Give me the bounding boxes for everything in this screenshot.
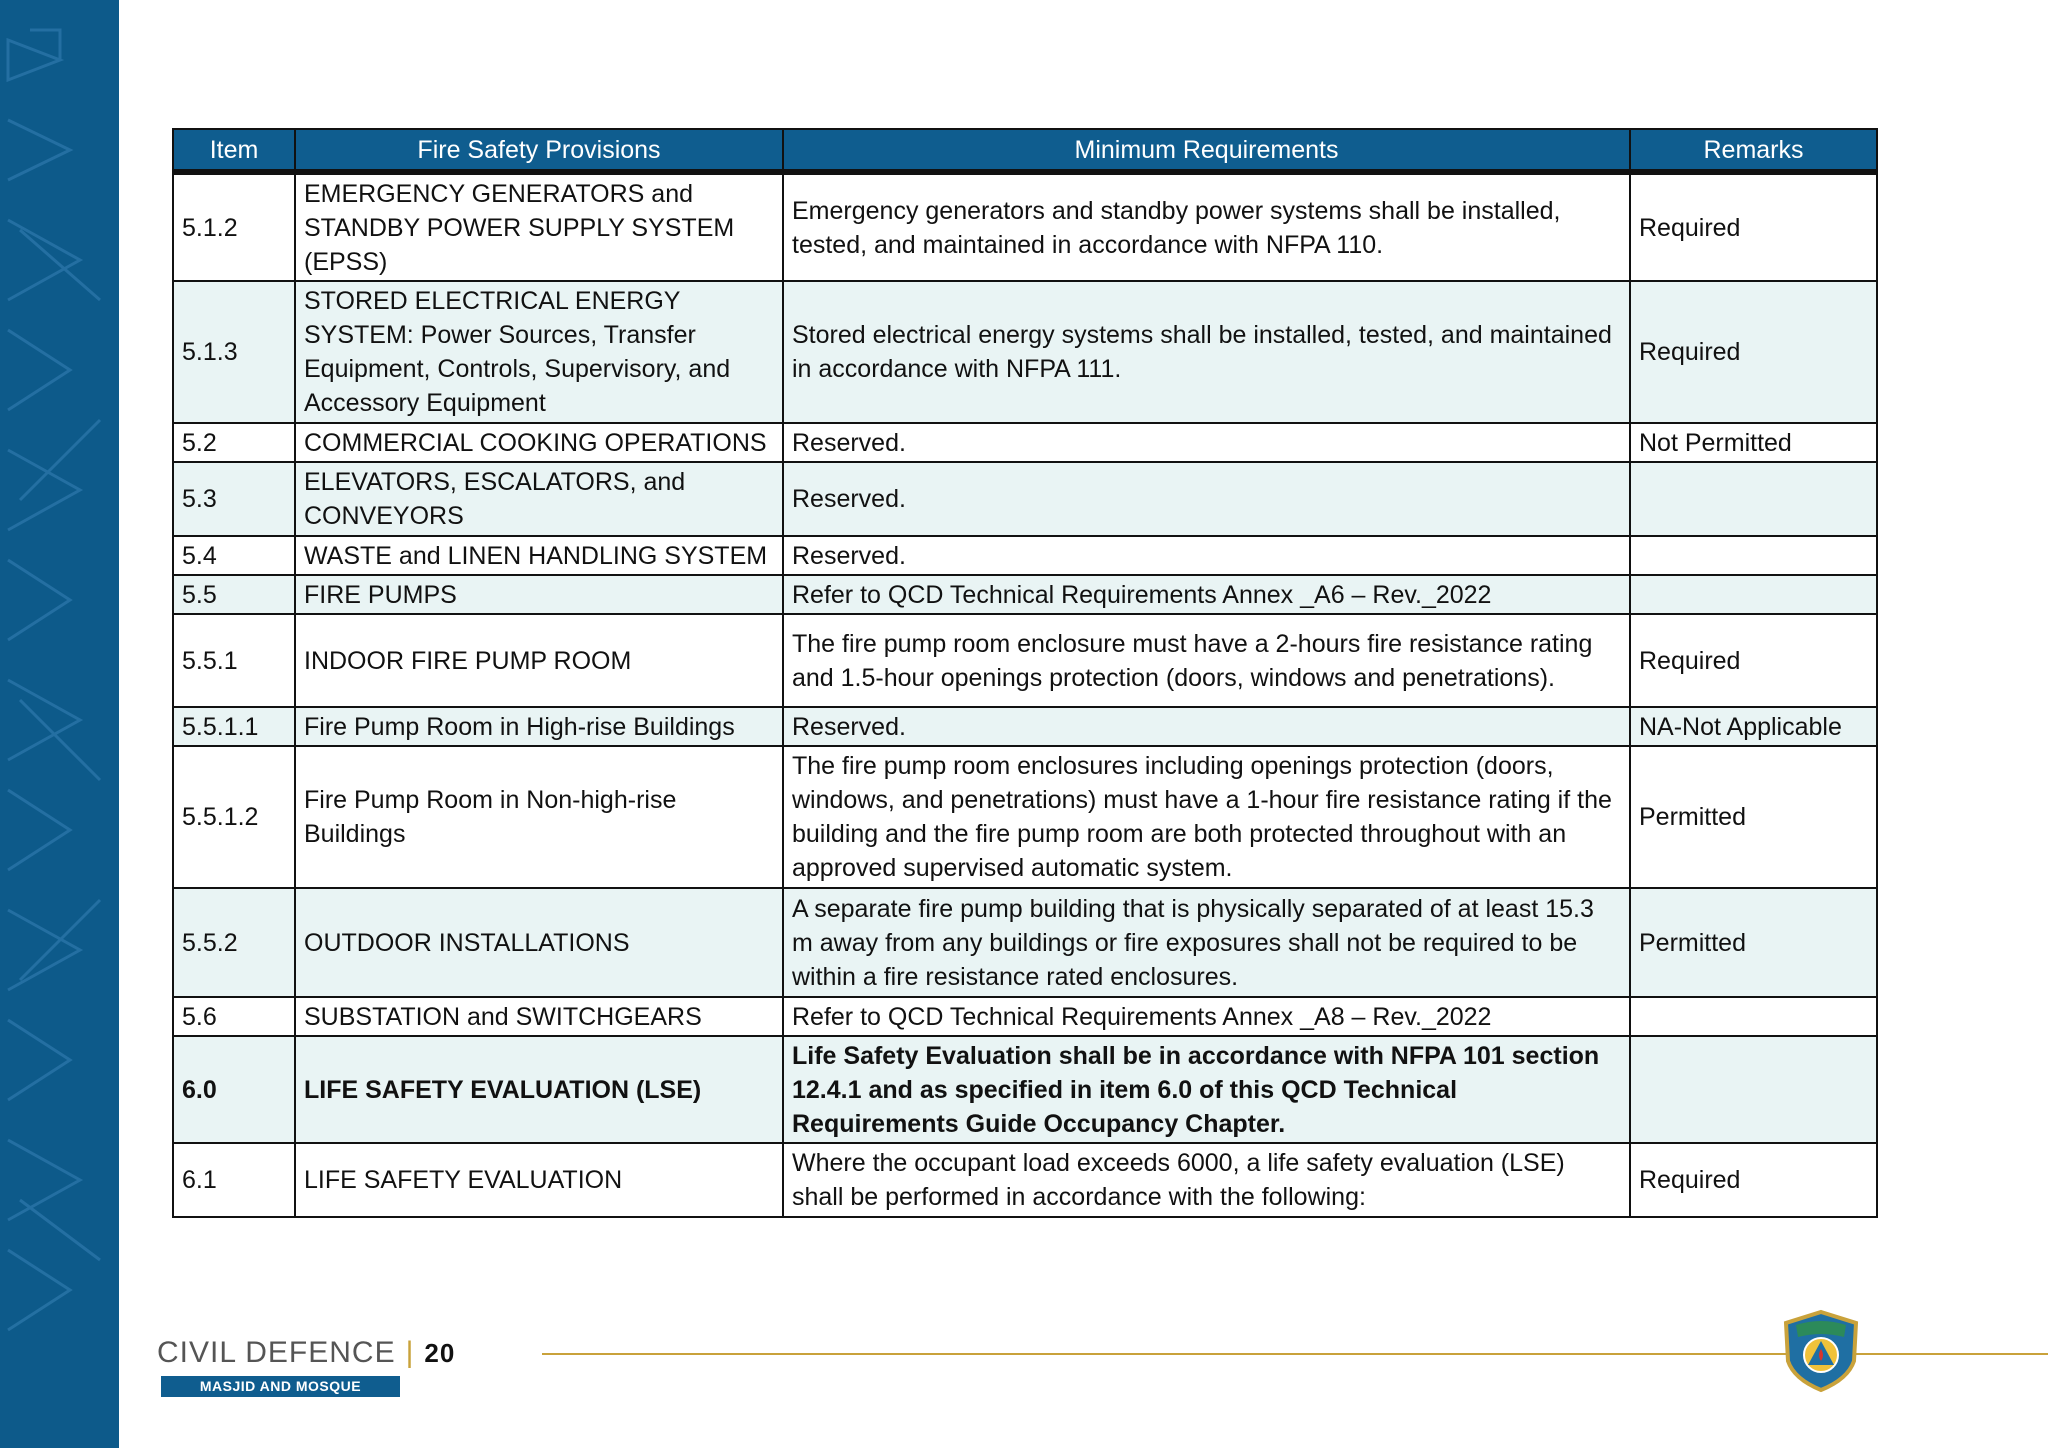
requirement-cell: Reserved.	[783, 462, 1630, 536]
requirement-cell: Reserved.	[783, 707, 1630, 746]
sidebar-pattern	[0, 0, 119, 1448]
item-cell: 5.5.1.2	[173, 746, 295, 888]
table-row	[173, 614, 1877, 707]
provision-cell: Fire Pump Room in High-rise Buildings	[295, 707, 783, 746]
table-row	[173, 172, 1877, 281]
requirement-cell: Where the occupant load exceeds 6000, a life safety evaluation (LSE) shall be performed in accordance with the following:	[783, 1143, 1630, 1217]
table-row	[173, 1036, 1877, 1143]
requirement-cell: A separate fire pump building that is physically separated of at least 15.3 m away from any buildings or fire exposures shall not be required to be within a fire resistance rated enclosures.	[783, 888, 1630, 997]
provision-cell: OUTDOOR INSTALLATIONS	[295, 888, 783, 997]
table-row	[173, 536, 1877, 575]
item-cell: 5.1.2	[173, 172, 295, 281]
provision-cell: WASTE and LINEN HANDLING SYSTEM	[295, 536, 783, 575]
provision-cell: STORED ELECTRICAL ENERGY SYSTEM: Power Sources, Transfer Equipment, Controls, Supervisory, and Accessory Equipment	[295, 281, 783, 423]
requirement-cell: Refer to QCD Technical Requirements Annex _A6 – Rev._2022	[783, 575, 1630, 614]
remarks-cell	[1630, 536, 1877, 575]
requirement-cell: Emergency generators and standby power systems shall be installed, tested, and maintained in accordance with NFPA 110.	[783, 172, 1630, 281]
item-cell: 5.5.1.1	[173, 707, 295, 746]
footer-separator: |	[405, 1336, 415, 1369]
remarks-cell: Not Permitted	[1630, 423, 1877, 462]
item-cell: 6.0	[173, 1036, 295, 1143]
table-row	[173, 575, 1877, 614]
table-header-row	[173, 129, 1877, 172]
item-cell: 5.5	[173, 575, 295, 614]
table-row	[173, 746, 1877, 888]
footer-brand: CIVIL DEFENCE	[157, 1336, 396, 1369]
table-row	[173, 423, 1877, 462]
table-row	[173, 462, 1877, 536]
requirement-cell: Reserved.	[783, 423, 1630, 462]
remarks-cell: Permitted	[1630, 746, 1877, 888]
table-row	[173, 888, 1877, 997]
page-number: 20	[424, 1338, 456, 1368]
table-row	[173, 1143, 1877, 1217]
provision-cell: LIFE SAFETY EVALUATION (LSE)	[295, 1036, 783, 1143]
item-cell: 5.5.1	[173, 614, 295, 707]
item-cell: 5.2	[173, 423, 295, 462]
requirement-cell: Stored electrical energy systems shall be installed, tested, and maintained in accordance with NFPA 111.	[783, 281, 1630, 423]
provision-cell: SUBSTATION and SWITCHGEARS	[295, 997, 783, 1036]
remarks-cell: Permitted	[1630, 888, 1877, 997]
provision-cell: Fire Pump Room in Non-high-rise Buildings	[295, 746, 783, 888]
remarks-cell: Required	[1630, 1143, 1877, 1217]
item-cell: 5.4	[173, 536, 295, 575]
column-header-item: Item	[173, 129, 295, 172]
item-cell: 5.5.2	[173, 888, 295, 997]
remarks-cell	[1630, 575, 1877, 614]
civil-defence-emblem-icon	[1778, 1309, 1864, 1393]
remarks-cell: Required	[1630, 172, 1877, 281]
remarks-cell: NA-Not Applicable	[1630, 707, 1877, 746]
remarks-cell: Required	[1630, 281, 1877, 423]
requirement-cell: The fire pump room enclosures including openings protection (doors, windows, and penetrations) must have a 1-hour fire resistance rating if the building and the fire pump room are both protected throughout with an approved supervised automatic system.	[783, 746, 1630, 888]
fire-safety-table	[172, 128, 1878, 1218]
item-cell: 5.6	[173, 997, 295, 1036]
item-cell: 5.3	[173, 462, 295, 536]
provision-cell: COMMERCIAL COOKING OPERATIONS	[295, 423, 783, 462]
requirement-cell: The fire pump room enclosure must have a 2-hours fire resistance rating and 1.5-hour openings protection (doors, windows and penetrations).	[783, 614, 1630, 707]
item-cell: 5.1.3	[173, 281, 295, 423]
sidebar-decoration	[0, 0, 119, 1448]
remarks-cell	[1630, 1036, 1877, 1143]
column-header-provisions: Fire Safety Provisions	[295, 129, 783, 172]
provision-cell: EMERGENCY GENERATORS and STANDBY POWER SUPPLY SYSTEM (EPSS)	[295, 172, 783, 281]
requirement-cell: Life Safety Evaluation shall be in accordance with NFPA 101 section 12.4.1 and as specified in item 6.0 of this QCD Technical Requirements Guide Occupancy Chapter.	[783, 1036, 1630, 1143]
table-row	[173, 997, 1877, 1036]
provision-cell: INDOOR FIRE PUMP ROOM	[295, 614, 783, 707]
requirement-cell: Reserved.	[783, 536, 1630, 575]
requirement-cell: Refer to QCD Technical Requirements Annex _A8 – Rev._2022	[783, 997, 1630, 1036]
remarks-cell: Required	[1630, 614, 1877, 707]
remarks-cell	[1630, 462, 1877, 536]
provision-cell: ELEVATORS, ESCALATORS, and CONVEYORS	[295, 462, 783, 536]
column-header-remarks: Remarks	[1630, 129, 1877, 172]
table-row	[173, 707, 1877, 746]
item-cell: 6.1	[173, 1143, 295, 1217]
table-row	[173, 281, 1877, 423]
remarks-cell	[1630, 997, 1877, 1036]
footer-subtitle: MASJID AND MOSQUE	[161, 1376, 400, 1397]
column-header-requirements: Minimum Requirements	[783, 129, 1630, 172]
provision-cell: FIRE PUMPS	[295, 575, 783, 614]
provision-cell: LIFE SAFETY EVALUATION	[295, 1143, 783, 1217]
footer-title	[157, 1336, 455, 1370]
